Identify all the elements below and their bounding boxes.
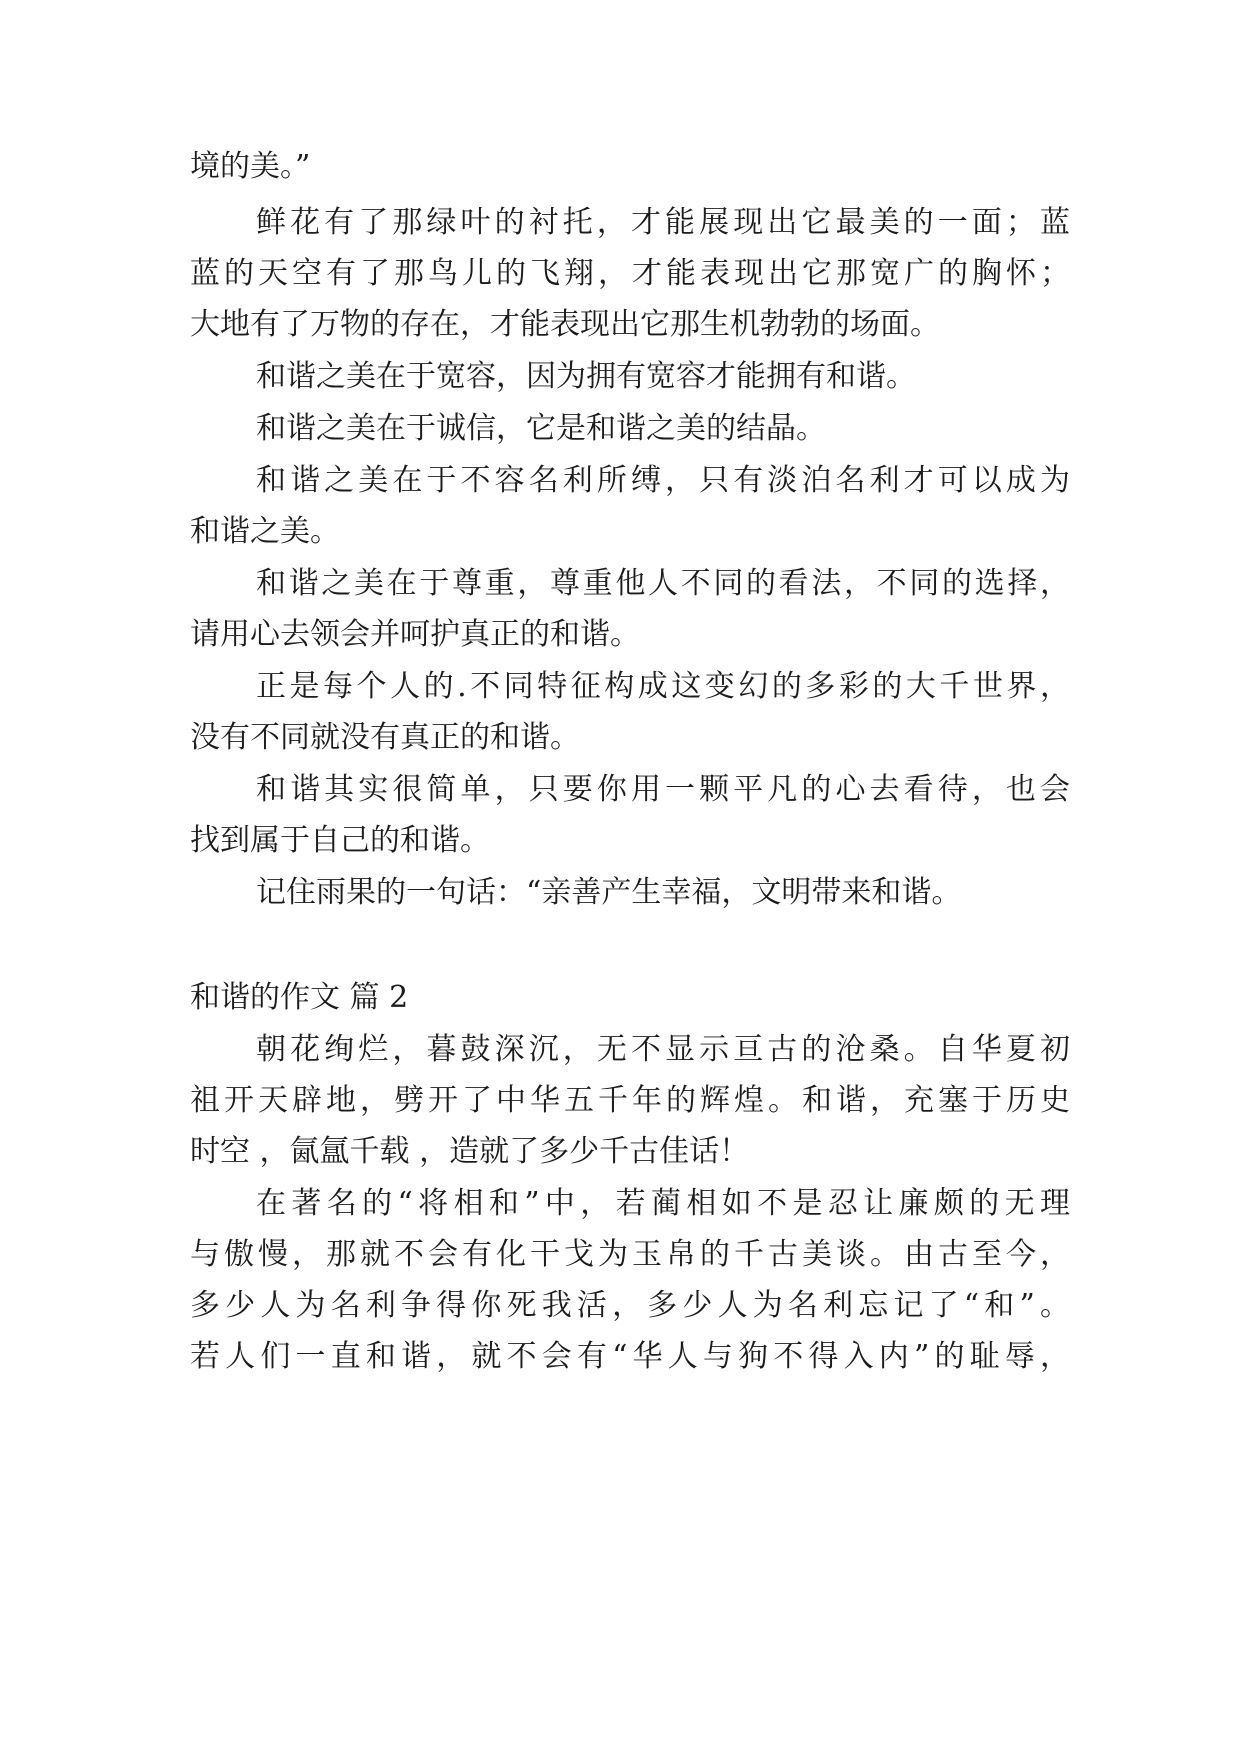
paragraph-line: 记住雨果的一句话：“亲善产生幸福，文明带来和谐。 — [256, 875, 962, 910]
paragraph-line: 与傲慢，那就不会有化干戈为玉帛的千古美谈。由古至今， — [190, 1237, 1070, 1272]
paragraph-line: 大地有了万物的存在，才能表现出它那生机勃勃的场面。 — [190, 307, 940, 342]
paragraph-line: 鲜花有了那绿叶的衬托，才能展现出它最美的一面；蓝 — [256, 205, 1070, 240]
paragraph-line: 和谐其实很简单，只要你用一颗平凡的心去看待，也会 — [256, 772, 1070, 807]
paragraph-line: 朝花绚烂，暮鼓深沉，无不显示亘古的沧桑。自华夏初 — [256, 1032, 1070, 1067]
paragraph-line: 在著名的“将相和”中，若蔺相如不是忍让廉颇的无理 — [256, 1186, 1070, 1221]
paragraph-line: 和谐之美在于不容名利所缚，只有淡泊名利才可以成为 — [256, 463, 1070, 498]
paragraph-line: 找到属于自己的和谐。 — [190, 823, 490, 858]
paragraph-line: 多少人为名利争得你死我活，多少人为名利忘记了“和”。 — [190, 1288, 1070, 1323]
paragraph-line: 若人们一直和谐，就不会有“华人与狗不得入内”的耻辱， — [190, 1339, 1070, 1374]
section-heading: 和谐的作文 篇 2 — [190, 980, 409, 1015]
paragraph-line: 和谐之美。 — [190, 514, 340, 549]
paragraph-line: 时空 ，氤氲千载 ，造就了多少千古佳话！ — [190, 1134, 750, 1169]
paragraph-line: 请用心去领会并呵护真正的和谐。 — [190, 617, 640, 652]
paragraph-line: 和谐之美在于宽容，因为拥有宽容才能拥有和谐。 — [256, 359, 916, 394]
paragraph-line: 境的美。” — [190, 149, 311, 184]
paragraph-line: 没有不同就没有真正的和谐。 — [190, 720, 580, 755]
paragraph-line: 和谐之美在于诚信，它是和谐之美的结晶。 — [256, 411, 826, 446]
paragraph-line: 正是每个人的.不同特征构成这变幻的多彩的大千世界， — [256, 669, 1070, 704]
paragraph-line: 蓝的天空有了那鸟儿的飞翔，才能表现出它那宽广的胸怀； — [190, 256, 1070, 291]
paragraph-line: 和谐之美在于尊重，尊重他人不同的看法，不同的选择， — [256, 566, 1070, 601]
paragraph-line: 祖开天辟地，劈开了中华五千年的辉煌。和谐，充塞于历史 — [190, 1083, 1070, 1118]
